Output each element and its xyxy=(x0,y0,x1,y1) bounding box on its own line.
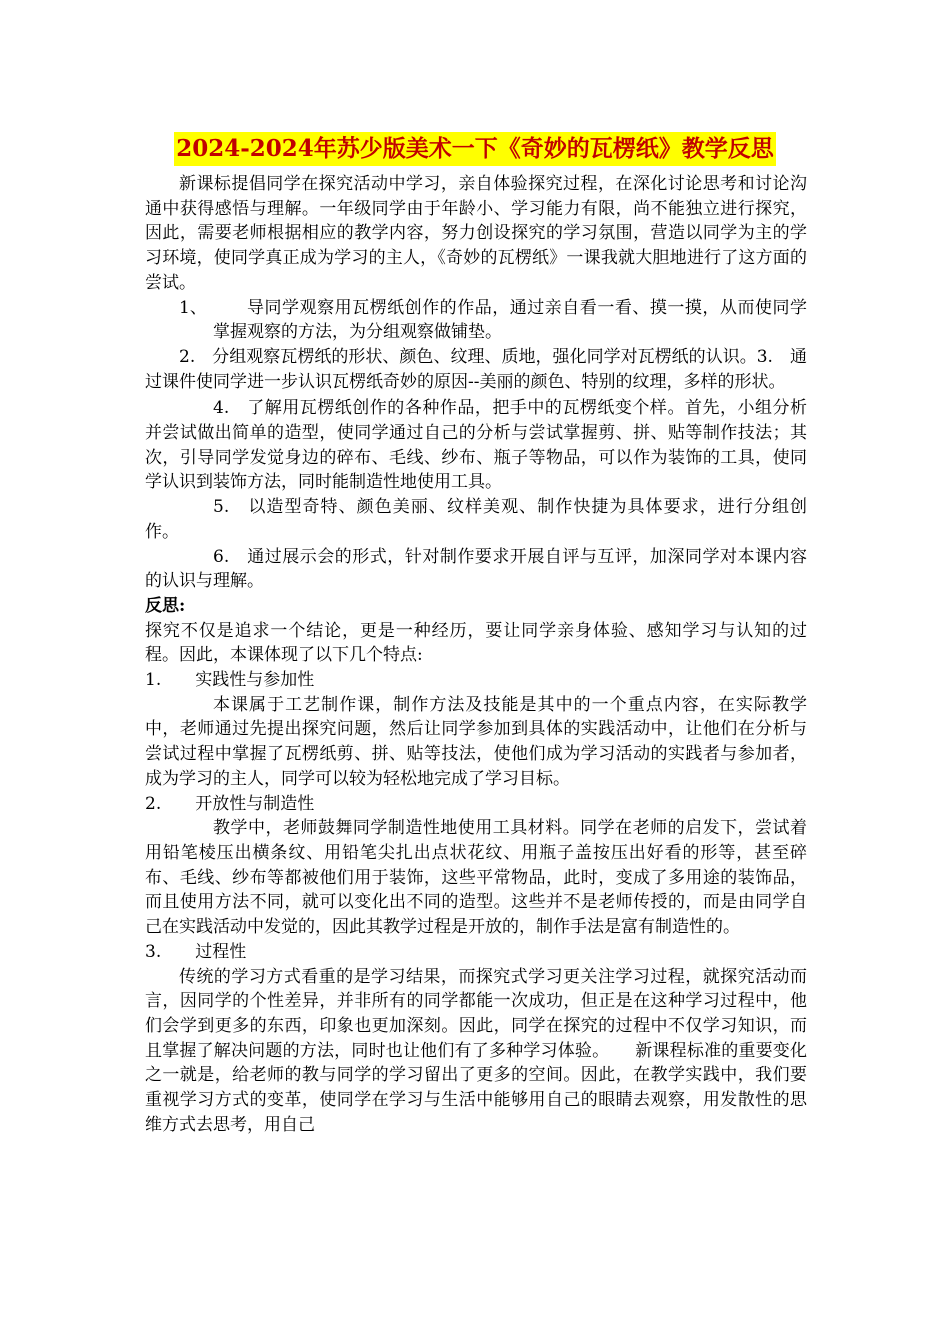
point-3-body: 传统的学习方式看重的是学习结果，而探究式学习更关注学习过程，就探究活动而言，因同学的个性差异，并非所有的同学都能一次成功，但正是在这种学习过程中，他们会学到更多的东西，印象也更加深刻。因此，同学在探究的过程中不仅学习知识，而且掌握了解决问题的方法，同时也让他们有了多种学习体验。 新课程标准的重要变化之一就是，给老师的教与同学的学习留出了更多的空间。因此，在教学实践中，我们要重视学习方式的变革，使同学在学习与生活中能够用自己的眼睛去观察，用发散性的思维方式去思考，用自己 xyxy=(145,966,807,1135)
point-2-title xyxy=(145,792,807,817)
point-1-number: 1. xyxy=(145,670,162,691)
intro-paragraph: 新课标提倡同学在探究活动中学习，亲自体验探究过程，在深化讨论思考和讨论沟通中获得感悟与理解。一年级同学由于年龄小、学习能力有限，尚不能独立进行探究，因此，需要老师根据相应的教学内容，努力创设探究的学习氛围，营造以同学为主的学习环境，使同学真正成为学习的主人，《奇妙的瓦楞纸》一课我就大胆地进行了这方面的尝试。 xyxy=(145,174,807,293)
step-6: 6. 通过展示会的形式，针对制作要求开展自评与互评，加深同学对本课内容的认识与理解。 xyxy=(145,546,807,592)
step-4: 4. 了解用瓦楞纸创作的各种作品，把手中的瓦楞纸变个样。首先，小组分析并尝试做出简单的造型，使同学通过自己的分析与尝试掌握剪、拼、贴等制作技法；其次，引导同学发觉身边的碎布、毛线、纱布、瓶子等物品，可以作为装饰的工具，使同学认识到装饰方法，同时能制造性地使用工具。 xyxy=(145,398,807,493)
reflection-lead: 探究不仅是追求一个结论，更是一种经历，要让同学亲身体验、感知学习与认知的过程。因此，本课体现了以下几个特点: xyxy=(145,620,807,666)
point-2-body: 教学中，老师鼓舞同学制造性地使用工具材料。同学在老师的启发下，尝试着用铅笔棱压出横条纹、用铅笔尖扎出点状花纹、用瓶子盖按压出好看的形等，甚至碎布、毛线、纱布等都被他们用于装饰，这些平常物品，此时，变成了多用途的装饰品，而且使用方法不同，就可以变化出不同的造型。这些并不是老师传授的，而是由同学自己在实践活动中发觉的，因此其教学过程是开放的，制作手法是富有制造性的。 xyxy=(145,818,807,938)
point-2-number: 2. xyxy=(145,793,162,814)
step-5: 5. 以造型奇特、颜色美丽、纹样美观、制作快捷为具体要求，进行分组创作。 xyxy=(145,497,807,542)
step-1-text: 导同学观察用瓦楞纸创作的作品，通过亲自看一看、摸一摸，从而使同学掌握观察的方法，为分组观察做铺垫。 xyxy=(213,297,807,343)
document-title: 2024-2024年苏少版美术一下《奇妙的瓦楞纸》教学反思 xyxy=(174,132,776,166)
reflection-heading: 反思: xyxy=(145,595,186,616)
point-1-label: 实践性与参加性 xyxy=(195,670,315,691)
point-3-label: 过程性 xyxy=(195,941,247,962)
title-area xyxy=(0,132,950,166)
point-2-label: 开放性与制造性 xyxy=(195,793,315,814)
point-1-title xyxy=(145,668,807,693)
document-body xyxy=(145,172,807,1137)
point-3-title xyxy=(145,940,807,965)
point-1-body: 本课属于工艺制作课，制作方法及技能是其中的一个重点内容，在实际教学中，老师通过先提出探究问题，然后让同学参加到具体的实践活动中，让他们在分析与尝试过程中掌握了瓦楞纸剪、拼、贴等技法，使他们成为学习活动的实践者与参加者，成为学习的主人，同学可以较为轻松地完成了学习目标。 xyxy=(145,694,807,789)
step-1-number: 1、 xyxy=(179,297,207,318)
step-2-3: 2. 分组观察瓦楞纸的形状、颜色、纹理、质地，强化同学对瓦楞纸的认识。3. 通过课件使同学进一步认识瓦楞纸奇妙的原因--美丽的颜色、特别的纹理，多样的形状。 xyxy=(145,346,807,392)
step-1 xyxy=(145,296,807,345)
point-3-number: 3. xyxy=(145,941,162,962)
